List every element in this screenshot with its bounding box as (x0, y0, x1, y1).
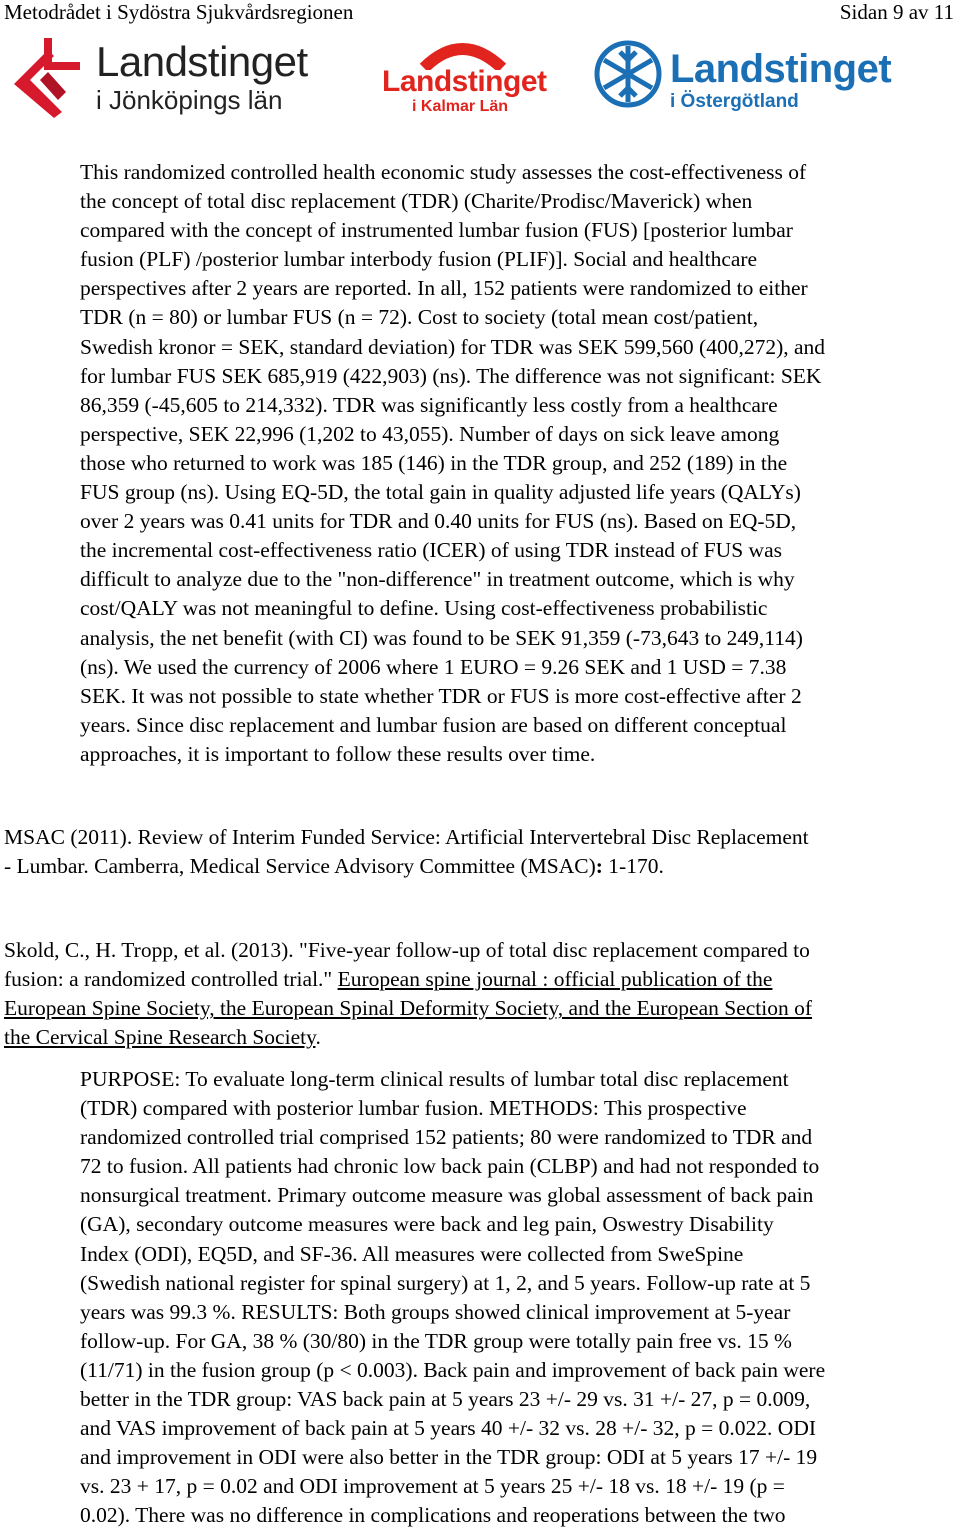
abstract-line: years. Since disc replacement and lumbar fusion are based on different conceptual (80, 712, 787, 737)
abstract-line: over 2 years was 0.41 units for TDR and 0.40 units for FUS (ns). Based on EQ-5D, (80, 509, 797, 534)
logo-jonkoping (4, 32, 344, 118)
reference-title: fusion: a randomized controlled trial." (4, 967, 338, 992)
abstract-line: difficult to analyze due to the "non-difference" in treatment outcome, which is why (80, 567, 795, 592)
abstract-five-year-follow-up (80, 1065, 960, 1531)
abstract-line: those who returned to work was 185 (146) in the TDR group, and 252 (189) in the (80, 450, 788, 475)
abstract-line: (TDR) compared with posterior lumbar fusion. METHODS: This prospective (80, 1096, 747, 1121)
reference-msac (4, 823, 960, 881)
journal-link[interactable]: the Cervical Spine Research Society (4, 1025, 316, 1050)
page-header (0, 0, 960, 28)
abstract-line: nonsurgical treatment. Primary outcome measure was global assessment of back pain (80, 1183, 814, 1208)
abstract-line: years was 99.3 %. RESULTS: Both groups showed clinical improvement at 5-year (80, 1299, 791, 1324)
abstract-line: vs. 23 + 17, p = 0.02 and ODI improvement at 5 years 25 +/- 18 vs. 18 +/- 19 (p = (80, 1474, 785, 1499)
abstract-line: and VAS improvement of back pain at 5 years 40 +/- 32 vs. 28 +/- 32, p = 0.022. ODI (80, 1416, 817, 1441)
abstract-line: follow-up. For GA, 38 % (30/80) in the TDR group were totally pain free vs. 15 % (80, 1328, 792, 1353)
abstract-line: (GA), secondary outcome measures were back and leg pain, Oswestry Disability (80, 1212, 774, 1237)
abstract-line: Swedish kronor = SEK, standard deviation) for TDR was SEK 599,560 (400,272), and (80, 334, 826, 359)
kalmar-logo-line1: Landstinget (382, 65, 547, 98)
abstract-line: perspectives after 2 years are reported. In all, 152 patients were randomized to either (80, 276, 808, 301)
abstract-line: This randomized controlled health economic study assesses the cost-effectiveness of (80, 160, 807, 184)
reference-colon: : (595, 854, 603, 879)
reference-line (4, 1023, 960, 1052)
ostergotland-snowflake-icon (592, 38, 664, 110)
logo-ostergotland (592, 34, 912, 118)
reference-line (4, 965, 960, 994)
abstract-line: the incremental cost-effectiveness ratio (ICER) of using TDR instead of FUS was (80, 538, 782, 563)
abstract-line: 0.02). There was no difference in complications and reoperations between the two (80, 1503, 786, 1528)
reference-period: . (315, 1025, 321, 1050)
reference-line: Skold, C., H. Tropp, et al. (2013). "Five-year follow-up of total disc replacement compared to (4, 938, 810, 962)
abstract-line: TDR (n = 80) or lumbar FUS (n = 72). Cost to society (total mean cost/patient, (80, 305, 759, 330)
logo-kalmar (380, 36, 550, 120)
reference-line: MSAC (2011). Review of Interim Funded Service: Artificial Intervertebral Disc Replacement (4, 825, 809, 849)
reference-line (4, 994, 960, 1023)
abstract-line: FUS group (ns). Using EQ-5D, the total gain in quality adjusted life years (QALYs) (80, 480, 801, 505)
journal-link[interactable]: European Spine Society, the European Spinal Deformity Society, and the European Section of (4, 996, 813, 1021)
abstract-line: analysis, the net benefit (with CI) was found to be SEK 91,359 (-73,643 to 249,114) (80, 625, 803, 650)
abstract-line: randomized controlled trial comprised 152 patients; 80 were randomized to TDR and (80, 1125, 813, 1150)
reference-text: - Lumbar. Camberra, Medical Service Advisory Committee (MSAC) (4, 854, 596, 879)
reference-pages: 1-170. (602, 854, 664, 879)
abstract-line: fusion (PLF) /posterior lumbar interbody fusion (PLIF)]. Social and healthcare (80, 247, 758, 272)
ostergotland-logo-line2: i Östergötland (670, 91, 799, 112)
reference-skold (4, 936, 960, 1052)
journal-link[interactable]: European spine journal : official publication of the (337, 967, 773, 992)
jonkoping-ribbon-icon (4, 32, 88, 118)
abstract-line: compared with the concept of instrumented lumbar fusion (FUS) [posterior lumbar (80, 218, 793, 243)
header-organization: Metodrådet i Sydöstra Sjukvårdsregionen (4, 0, 354, 24)
header-page-number: Sidan 9 av 11 (839, 0, 954, 24)
kalmar-logo-line2: i Kalmar Län (412, 98, 509, 115)
reference-line (4, 852, 960, 881)
abstract-line: Index (ODI), EQ5D, and SF-36. All measures were collected from SweSpine (80, 1241, 744, 1266)
abstract-line: (ns). We used the currency of 2006 where 1 EURO = 9.26 SEK and 1 USD = 7.38 (80, 654, 787, 679)
jonkoping-logo-line1: Landstinget (96, 38, 308, 85)
abstract-line: the concept of total disc replacement (TDR) (Charite/Prodisc/Maverick) when (80, 189, 753, 214)
abstract-line: 72 to fusion. All patients had chronic low back pain (CLBP) and had not responded to (80, 1154, 820, 1179)
abstract-line: for lumbar FUS SEK 685,919 (422,903) (ns). The difference was not significant: SEK (80, 363, 822, 388)
abstract-tdr-cost-effectiveness (80, 158, 960, 769)
abstract-line: SEK. It was not possible to state whether TDR or FUS is more cost-effective after 2 (80, 683, 802, 708)
abstract-line: PURPOSE: To evaluate long-term clinical results of lumbar total disc replacement (80, 1067, 789, 1091)
abstract-line: and improvement in ODI were also better in the TDR group: ODI at 5 years 17 +/- 19 (80, 1445, 818, 1470)
abstract-line: 86,359 (-45,605 to 214,332). TDR was significantly less costly from a healthcare (80, 392, 778, 417)
abstract-line: approaches, it is important to follow these results over time. (80, 741, 596, 766)
abstract-line: (11/71) in the fusion group (p < 0.003). Back pain and improvement of back pain were (80, 1357, 826, 1382)
abstract-line: perspective, SEK 22,996 (1,202 to 43,055). Number of days on sick leave among (80, 421, 780, 446)
abstract-line: better in the TDR group: VAS back pain at 5 years 23 +/- 29 vs. 31 +/- 27, p = 0.009, (80, 1387, 811, 1412)
abstract-line: (Swedish national register for spinal surgery) at 1, 2, and 5 years. Follow-up rate at 5 (80, 1270, 811, 1295)
abstract-line: cost/QALY was not meaningful to define. Using cost-effectiveness probabilistic (80, 596, 768, 621)
ostergotland-logo-line1: Landstinget (670, 47, 892, 91)
jonkoping-logo-line2: i Jönköpings län (96, 85, 283, 115)
